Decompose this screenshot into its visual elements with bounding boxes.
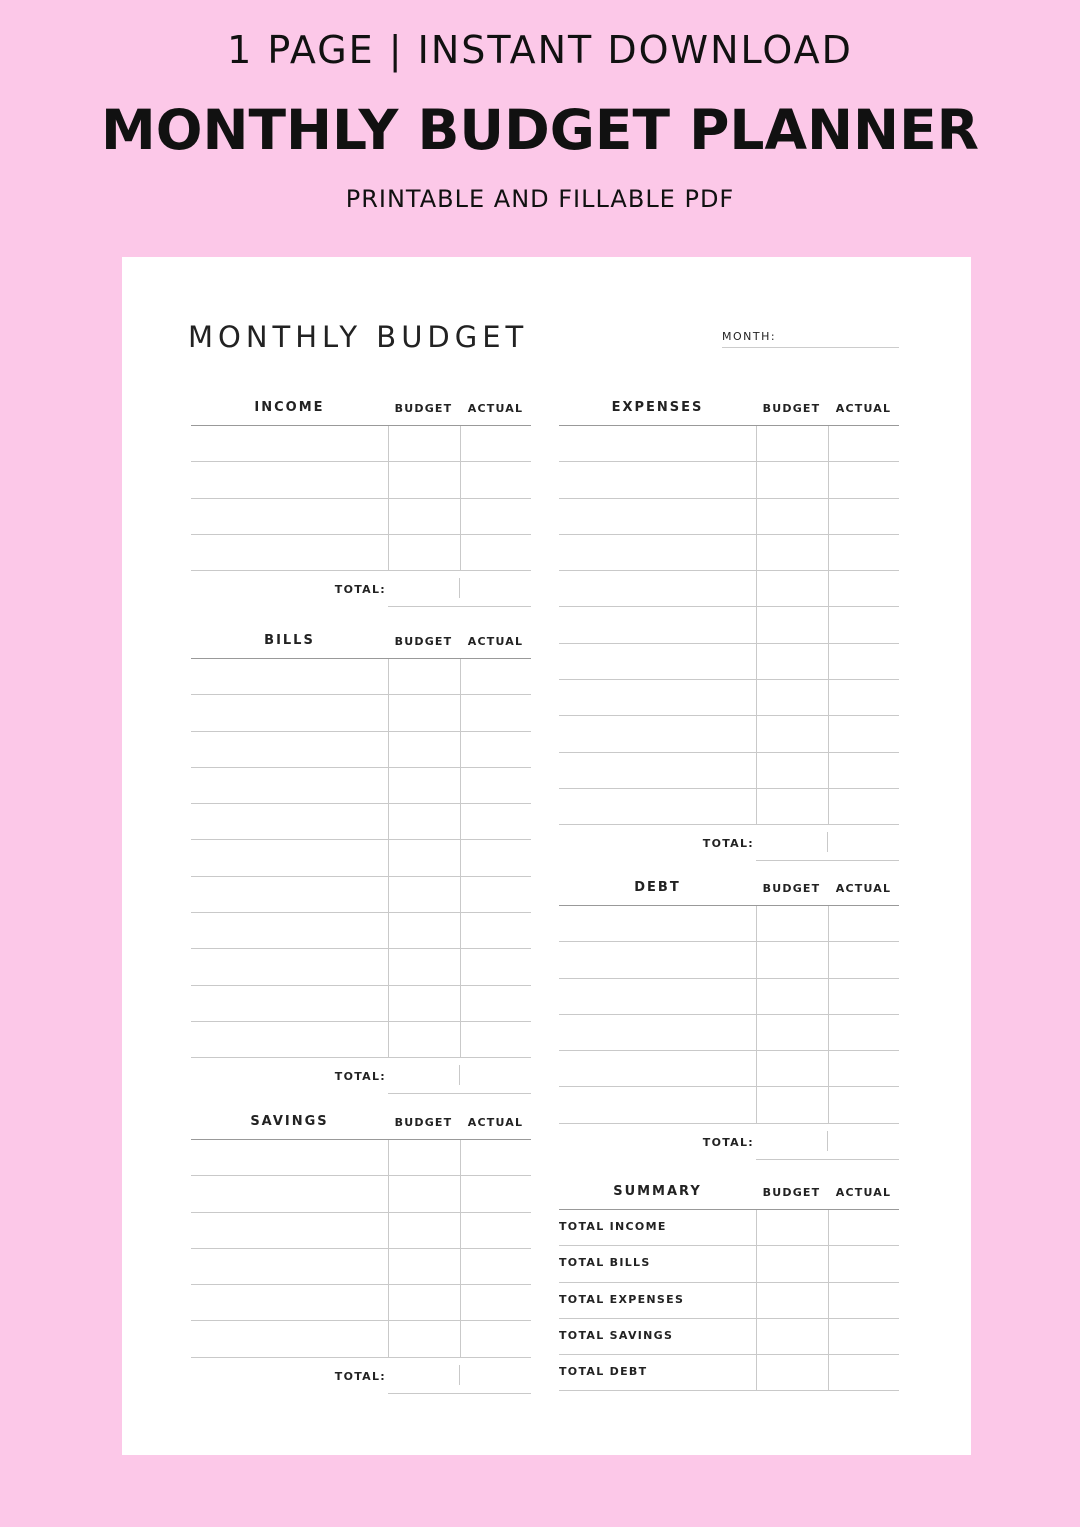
summary-item-cell bbox=[559, 1210, 756, 1245]
banner-line1: 1 PAGE | INSTANT DOWNLOAD bbox=[227, 28, 853, 72]
sheet-title: MONTHLY BUDGET bbox=[188, 320, 529, 354]
bills-header bbox=[191, 628, 531, 658]
bills-actual-cell[interactable] bbox=[460, 768, 532, 803]
debt-row bbox=[559, 1015, 899, 1051]
expenses-row bbox=[559, 753, 899, 789]
banner-title: MONTHLY BUDGET PLANNER bbox=[100, 98, 980, 162]
income-section bbox=[191, 395, 531, 607]
expenses-budget-cell[interactable] bbox=[756, 753, 828, 788]
actual-column-header: ACTUAL bbox=[467, 635, 524, 648]
expenses-actual-cell[interactable] bbox=[828, 644, 900, 679]
debt-actual-cell[interactable] bbox=[828, 942, 900, 977]
debt-actual-cell[interactable] bbox=[828, 1015, 900, 1050]
bills-actual-cell[interactable] bbox=[460, 659, 532, 694]
expenses-actual-cell[interactable] bbox=[828, 426, 900, 461]
summary-actual-cell[interactable] bbox=[828, 1210, 900, 1245]
expenses-budget-cell[interactable] bbox=[756, 499, 828, 534]
debt-row bbox=[559, 979, 899, 1015]
savings-actual-cell[interactable] bbox=[460, 1249, 532, 1284]
bills-item-cell[interactable] bbox=[191, 768, 388, 803]
savings-budget-cell[interactable] bbox=[388, 1176, 460, 1211]
bills-budget-cell[interactable] bbox=[388, 768, 460, 803]
expenses-row bbox=[559, 535, 899, 571]
debt-item-cell[interactable] bbox=[559, 1015, 756, 1050]
debt-item-cell[interactable] bbox=[559, 906, 756, 941]
bills-actual-cell[interactable] bbox=[460, 1022, 532, 1057]
debt-budget-cell[interactable] bbox=[756, 979, 828, 1014]
debt-item-cell[interactable] bbox=[559, 942, 756, 977]
income-row bbox=[191, 499, 531, 535]
expenses-budget-cell[interactable] bbox=[756, 680, 828, 715]
total-label: TOTAL: bbox=[334, 583, 386, 597]
income-actual-cell[interactable] bbox=[460, 462, 532, 497]
bills-budget-cell[interactable] bbox=[388, 877, 460, 912]
savings-actual-cell[interactable] bbox=[460, 1176, 532, 1211]
summary-item-label: TOTAL EXPENSES bbox=[559, 1292, 685, 1306]
expenses-actual-cell[interactable] bbox=[828, 716, 900, 751]
debt-budget-cell[interactable] bbox=[756, 906, 828, 941]
debt-item-cell[interactable] bbox=[559, 979, 756, 1014]
debt-row bbox=[559, 1087, 899, 1123]
summary-actual-cell[interactable] bbox=[828, 1283, 900, 1318]
summary-item-cell bbox=[559, 1246, 756, 1281]
bills-budget-cell[interactable] bbox=[388, 804, 460, 839]
summary-actual-cell[interactable] bbox=[828, 1355, 900, 1390]
bills-item-cell[interactable] bbox=[191, 732, 388, 767]
debt-actual-cell[interactable] bbox=[828, 906, 900, 941]
income-item-cell[interactable] bbox=[191, 426, 388, 461]
expenses-row bbox=[559, 789, 899, 825]
bills-actual-cell[interactable] bbox=[460, 949, 532, 984]
expenses-item-cell[interactable] bbox=[559, 571, 756, 606]
savings-row bbox=[191, 1213, 531, 1249]
debt-actual-cell[interactable] bbox=[828, 1087, 900, 1122]
actual-column-header: ACTUAL bbox=[467, 1116, 524, 1129]
income-total-row bbox=[334, 571, 531, 607]
savings-section bbox=[191, 1109, 531, 1394]
summary-row bbox=[559, 1319, 899, 1355]
expenses-actual-cell[interactable] bbox=[828, 535, 900, 570]
expenses-actual-cell[interactable] bbox=[828, 789, 900, 824]
bills-budget-cell[interactable] bbox=[388, 840, 460, 875]
bills-budget-cell[interactable] bbox=[388, 913, 460, 948]
bills-actual-cell[interactable] bbox=[460, 695, 532, 730]
budget-column-header: BUDGET bbox=[394, 635, 453, 648]
expenses-item-cell[interactable] bbox=[559, 716, 756, 751]
summary-budget-cell[interactable] bbox=[756, 1210, 828, 1245]
savings-actual-cell[interactable] bbox=[460, 1213, 532, 1248]
income-actual-cell[interactable] bbox=[460, 426, 532, 461]
summary-row bbox=[559, 1210, 899, 1246]
summary-budget-cell[interactable] bbox=[756, 1355, 828, 1390]
debt-title: DEBT bbox=[634, 880, 681, 895]
bills-row bbox=[191, 659, 531, 695]
savings-item-cell[interactable] bbox=[191, 1249, 388, 1284]
summary-actual-cell[interactable] bbox=[828, 1246, 900, 1281]
expenses-budget-cell[interactable] bbox=[756, 607, 828, 642]
expenses-budget-cell[interactable] bbox=[756, 426, 828, 461]
month-field[interactable] bbox=[722, 347, 899, 348]
total-label: TOTAL: bbox=[702, 1135, 754, 1149]
budget-column-header: BUDGET bbox=[762, 1186, 821, 1199]
debt-row bbox=[559, 906, 899, 942]
summary-budget-cell[interactable] bbox=[756, 1319, 828, 1354]
total-divider bbox=[827, 832, 828, 852]
actual-column-header: ACTUAL bbox=[467, 402, 524, 415]
debt-header bbox=[559, 875, 899, 905]
savings-item-cell[interactable] bbox=[191, 1285, 388, 1320]
bills-row bbox=[191, 804, 531, 840]
savings-header bbox=[191, 1109, 531, 1139]
bills-item-cell[interactable] bbox=[191, 695, 388, 730]
savings-actual-cell[interactable] bbox=[460, 1140, 532, 1175]
actual-column-header: ACTUAL bbox=[835, 1186, 892, 1199]
savings-title: SAVINGS bbox=[250, 1114, 329, 1129]
expenses-item-cell[interactable] bbox=[559, 426, 756, 461]
summary-header bbox=[559, 1179, 899, 1209]
summary-budget-cell[interactable] bbox=[756, 1246, 828, 1281]
bills-item-cell[interactable] bbox=[191, 1022, 388, 1057]
income-item-cell[interactable] bbox=[191, 499, 388, 534]
bills-actual-cell[interactable] bbox=[460, 804, 532, 839]
expenses-section bbox=[559, 395, 899, 861]
total-divider bbox=[459, 1365, 460, 1385]
expenses-row bbox=[559, 607, 899, 643]
bills-actual-cell[interactable] bbox=[460, 986, 532, 1021]
debt-item-cell[interactable] bbox=[559, 1051, 756, 1086]
savings-budget-cell[interactable] bbox=[388, 1285, 460, 1320]
expenses-item-cell[interactable] bbox=[559, 499, 756, 534]
bills-budget-cell[interactable] bbox=[388, 732, 460, 767]
expenses-actual-cell[interactable] bbox=[828, 571, 900, 606]
savings-item-cell[interactable] bbox=[191, 1321, 388, 1356]
savings-row bbox=[191, 1176, 531, 1212]
income-budget-cell[interactable] bbox=[388, 426, 460, 461]
savings-total-row bbox=[334, 1358, 531, 1394]
income-header bbox=[191, 395, 531, 425]
expenses-total-row bbox=[702, 825, 899, 861]
budget-column-header: BUDGET bbox=[394, 1116, 453, 1129]
debt-actual-cell[interactable] bbox=[828, 1051, 900, 1086]
debt-section bbox=[559, 875, 899, 1160]
bills-actual-cell[interactable] bbox=[460, 877, 532, 912]
bills-row bbox=[191, 768, 531, 804]
actual-column-header: ACTUAL bbox=[835, 402, 892, 415]
bills-budget-cell[interactable] bbox=[388, 1022, 460, 1057]
expenses-item-cell[interactable] bbox=[559, 607, 756, 642]
bills-row bbox=[191, 877, 531, 913]
savings-item-cell[interactable] bbox=[191, 1140, 388, 1175]
total-divider bbox=[827, 1131, 828, 1151]
bills-total-row bbox=[334, 1058, 531, 1094]
bills-budget-cell[interactable] bbox=[388, 695, 460, 730]
bills-row bbox=[191, 986, 531, 1022]
debt-total-row bbox=[702, 1124, 899, 1160]
expenses-budget-cell[interactable] bbox=[756, 571, 828, 606]
bills-item-cell[interactable] bbox=[191, 659, 388, 694]
bills-section bbox=[191, 628, 531, 1094]
savings-row bbox=[191, 1249, 531, 1285]
bills-row bbox=[191, 695, 531, 731]
expenses-row bbox=[559, 499, 899, 535]
bills-actual-cell[interactable] bbox=[460, 732, 532, 767]
summary-actual-cell[interactable] bbox=[828, 1319, 900, 1354]
bills-budget-cell[interactable] bbox=[388, 659, 460, 694]
bills-budget-cell[interactable] bbox=[388, 986, 460, 1021]
summary-item-cell bbox=[559, 1319, 756, 1354]
month-label: MONTH: bbox=[722, 330, 777, 343]
bills-actual-cell[interactable] bbox=[460, 913, 532, 948]
budget-column-header: BUDGET bbox=[762, 882, 821, 895]
savings-actual-cell[interactable] bbox=[460, 1285, 532, 1320]
expenses-actual-cell[interactable] bbox=[828, 680, 900, 715]
bills-item-cell[interactable] bbox=[191, 949, 388, 984]
actual-column-header: ACTUAL bbox=[835, 882, 892, 895]
summary-item-label: TOTAL INCOME bbox=[559, 1220, 667, 1233]
expenses-row bbox=[559, 462, 899, 498]
debt-budget-cell[interactable] bbox=[756, 1051, 828, 1086]
expenses-budget-cell[interactable] bbox=[756, 644, 828, 679]
expenses-actual-cell[interactable] bbox=[828, 607, 900, 642]
savings-budget-cell[interactable] bbox=[388, 1249, 460, 1284]
expenses-title: EXPENSES bbox=[611, 400, 704, 415]
budget-column-header: BUDGET bbox=[762, 402, 821, 415]
income-item-cell[interactable] bbox=[191, 462, 388, 497]
income-actual-cell[interactable] bbox=[460, 535, 532, 570]
expenses-budget-cell[interactable] bbox=[756, 535, 828, 570]
bills-item-cell[interactable] bbox=[191, 877, 388, 912]
savings-row bbox=[191, 1140, 531, 1176]
summary-section bbox=[559, 1179, 899, 1391]
expenses-budget-cell[interactable] bbox=[756, 716, 828, 751]
income-actual-cell[interactable] bbox=[460, 499, 532, 534]
debt-actual-cell[interactable] bbox=[828, 979, 900, 1014]
bills-actual-cell[interactable] bbox=[460, 840, 532, 875]
income-title: INCOME bbox=[254, 400, 325, 415]
expenses-item-cell[interactable] bbox=[559, 462, 756, 497]
banner-subtitle: PRINTABLE AND FILLABLE PDF bbox=[345, 185, 735, 213]
debt-budget-cell[interactable] bbox=[756, 942, 828, 977]
bills-title: BILLS bbox=[264, 633, 315, 648]
total-label: TOTAL: bbox=[334, 1070, 386, 1084]
summary-item-cell bbox=[559, 1283, 756, 1318]
summary-title: SUMMARY bbox=[613, 1184, 702, 1199]
expenses-row bbox=[559, 644, 899, 680]
savings-actual-cell[interactable] bbox=[460, 1321, 532, 1356]
income-row bbox=[191, 535, 531, 571]
expenses-item-cell[interactable] bbox=[559, 535, 756, 570]
expenses-row bbox=[559, 426, 899, 462]
expenses-item-cell[interactable] bbox=[559, 789, 756, 824]
expenses-row bbox=[559, 716, 899, 752]
expenses-budget-cell[interactable] bbox=[756, 462, 828, 497]
income-budget-cell[interactable] bbox=[388, 535, 460, 570]
summary-row bbox=[559, 1246, 899, 1282]
savings-row bbox=[191, 1285, 531, 1321]
expenses-header bbox=[559, 395, 899, 425]
bills-item-cell[interactable] bbox=[191, 986, 388, 1021]
bills-row bbox=[191, 949, 531, 985]
expenses-budget-cell[interactable] bbox=[756, 789, 828, 824]
summary-item-label: TOTAL SAVINGS bbox=[559, 1328, 674, 1342]
summary-row bbox=[559, 1283, 899, 1319]
summary-budget-cell[interactable] bbox=[756, 1283, 828, 1318]
bills-row bbox=[191, 732, 531, 768]
expenses-actual-cell[interactable] bbox=[828, 462, 900, 497]
total-divider bbox=[459, 1065, 460, 1085]
savings-budget-cell[interactable] bbox=[388, 1213, 460, 1248]
savings-row bbox=[191, 1321, 531, 1357]
savings-budget-cell[interactable] bbox=[388, 1321, 460, 1356]
expenses-item-cell[interactable] bbox=[559, 644, 756, 679]
bills-item-cell[interactable] bbox=[191, 804, 388, 839]
summary-row bbox=[559, 1355, 899, 1391]
bills-row bbox=[191, 1022, 531, 1058]
expenses-item-cell[interactable] bbox=[559, 680, 756, 715]
bills-item-cell[interactable] bbox=[191, 840, 388, 875]
bills-budget-cell[interactable] bbox=[388, 949, 460, 984]
debt-row bbox=[559, 942, 899, 978]
income-item-cell[interactable] bbox=[191, 535, 388, 570]
bills-row bbox=[191, 913, 531, 949]
budget-column-header: BUDGET bbox=[394, 402, 453, 415]
planner-sheet bbox=[122, 257, 971, 1455]
savings-item-cell[interactable] bbox=[191, 1213, 388, 1248]
total-label: TOTAL: bbox=[702, 837, 754, 851]
debt-item-cell[interactable] bbox=[559, 1087, 756, 1122]
summary-item-label: TOTAL DEBT bbox=[559, 1365, 648, 1379]
debt-budget-cell[interactable] bbox=[756, 1087, 828, 1122]
bills-row bbox=[191, 840, 531, 876]
debt-row bbox=[559, 1051, 899, 1087]
total-label: TOTAL: bbox=[334, 1369, 386, 1383]
expenses-row bbox=[559, 680, 899, 716]
summary-item-label: TOTAL BILLS bbox=[559, 1256, 651, 1270]
total-divider bbox=[459, 578, 460, 598]
bills-item-cell[interactable] bbox=[191, 913, 388, 948]
expenses-actual-cell[interactable] bbox=[828, 753, 900, 788]
expenses-item-cell[interactable] bbox=[559, 753, 756, 788]
expenses-actual-cell[interactable] bbox=[828, 499, 900, 534]
summary-item-cell bbox=[559, 1355, 756, 1390]
expenses-row bbox=[559, 571, 899, 607]
savings-item-cell[interactable] bbox=[191, 1176, 388, 1211]
income-budget-cell[interactable] bbox=[388, 499, 460, 534]
income-row bbox=[191, 426, 531, 462]
savings-budget-cell[interactable] bbox=[388, 1140, 460, 1175]
income-row bbox=[191, 462, 531, 498]
income-budget-cell[interactable] bbox=[388, 462, 460, 497]
debt-budget-cell[interactable] bbox=[756, 1015, 828, 1050]
